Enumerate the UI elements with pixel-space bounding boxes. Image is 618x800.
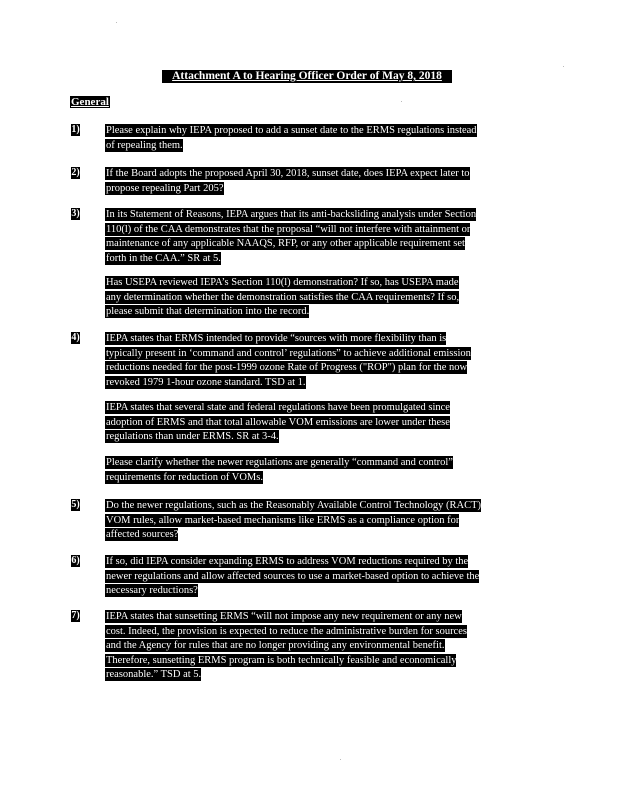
paragraph-line: reductions needed for the post-1999 ozone Rate of Progress ("ROP") plan for the now: [106, 362, 468, 373]
item-number: 2): [71, 167, 80, 178]
paragraph-line: Please explain why IEPA proposed to add a sunset date to the ERMS regulations instead: [106, 125, 477, 136]
paragraph-line: and the Agency for rules that are no longer providing any environmental benefit.: [106, 640, 445, 651]
paragraph-line: newer regulations and allow affected sources to use a market-based option to achieve the: [106, 570, 480, 582]
paragraph-line: regulations than under ERMS. SR at 3-4.: [106, 431, 279, 442]
paragraph: [105, 208, 537, 266]
paragraph-line: IEPA states that sunsetting ERMS “will not impose any new requirement or any new: [106, 611, 462, 622]
paragraph-line: requirements for reduction of VOMs.: [106, 471, 263, 483]
paragraph-line: please submit that determination into the record.: [106, 306, 310, 317]
paragraph-line: Please clarify whether the newer regulations are generally “command and control”: [106, 457, 453, 468]
paragraph: [105, 401, 537, 445]
paragraph-line: IEPA states that several state and federal regulations have been promulgated since: [106, 402, 450, 413]
paragraph-line: Therefore, sunsetting ERMS program is both technically feasible and economically: [106, 654, 457, 666]
paragraph-line: affected sources?: [106, 529, 179, 540]
paragraph: [105, 276, 537, 320]
paragraph-line: typically present in ‘command and control’ regulations” to achieve additional emission: [106, 347, 471, 359]
paragraph-line: adoption of ERMS and that total allowable VOM emissions are lower under these: [106, 416, 450, 428]
paragraph-line: If so, did IEPA consider expanding ERMS to address VOM reductions required by the: [106, 556, 469, 567]
paragraph-line: In its Statement of Reasons, IEPA argues that its anti-backsliding analysis under Section: [106, 209, 477, 220]
paragraph: [105, 499, 537, 543]
paragraph: [105, 456, 537, 485]
paragraph-line: of repealing them.: [106, 139, 183, 151]
paragraph: [105, 167, 537, 196]
item-number: 1): [71, 124, 80, 135]
item-number: 3): [71, 208, 80, 219]
paragraph-line: Do the newer regulations, such as the Reasonably Available Control Technology (RACT): [106, 500, 482, 511]
paragraph-line: If the Board adopts the proposed April 30, 2018, sunset date, does IEPA expect later to: [106, 168, 470, 179]
item-number: 6): [71, 555, 80, 566]
item-number: 4): [71, 332, 80, 343]
item-number: 5): [71, 499, 80, 510]
paragraph-line: IEPA states that ERMS intended to provide “sources with more flexibility than is: [106, 333, 447, 344]
paragraph-line: propose repealing Part 205?: [106, 182, 224, 194]
paragraph-line: cost. Indeed, the provision is expected to reduce the administrative burden for sources: [106, 625, 467, 637]
paragraph-line: forth in the CAA.” SR at 5.: [106, 252, 221, 264]
item-number: 7): [71, 610, 80, 621]
paragraph-line: Has USEPA reviewed IEPA’s Section 110(l) demonstration? If so, has USEPA made: [106, 277, 459, 288]
paragraph: [105, 332, 537, 390]
section-heading: General: [71, 96, 109, 108]
paragraph-line: revoked 1979 1-hour ozone standard. TSD at 1.: [106, 376, 306, 388]
paragraph-line: any determination whether the demonstration satisfies the CAA requirements? If so,: [106, 291, 460, 303]
paragraph-line: 110(l) of the CAA demonstrates that the proposal “will not interfere with attainment or: [106, 223, 471, 235]
paragraph: [105, 555, 537, 599]
paragraph-line: VOM rules, allow market-based mechanisms like ERMS as a compliance option for: [106, 514, 460, 526]
paragraph: [105, 124, 537, 153]
paragraph-line: necessary reductions?: [106, 585, 198, 596]
page-title: Attachment A to Hearing Officer Order of May 8, 2018: [162, 70, 452, 83]
paragraph-line: maintenance of any applicable NAAQS, RFP, or any other applicable requirement set: [106, 238, 465, 249]
paragraph: [105, 610, 537, 683]
paragraph-line: reasonable.” TSD at 5.: [106, 669, 202, 680]
